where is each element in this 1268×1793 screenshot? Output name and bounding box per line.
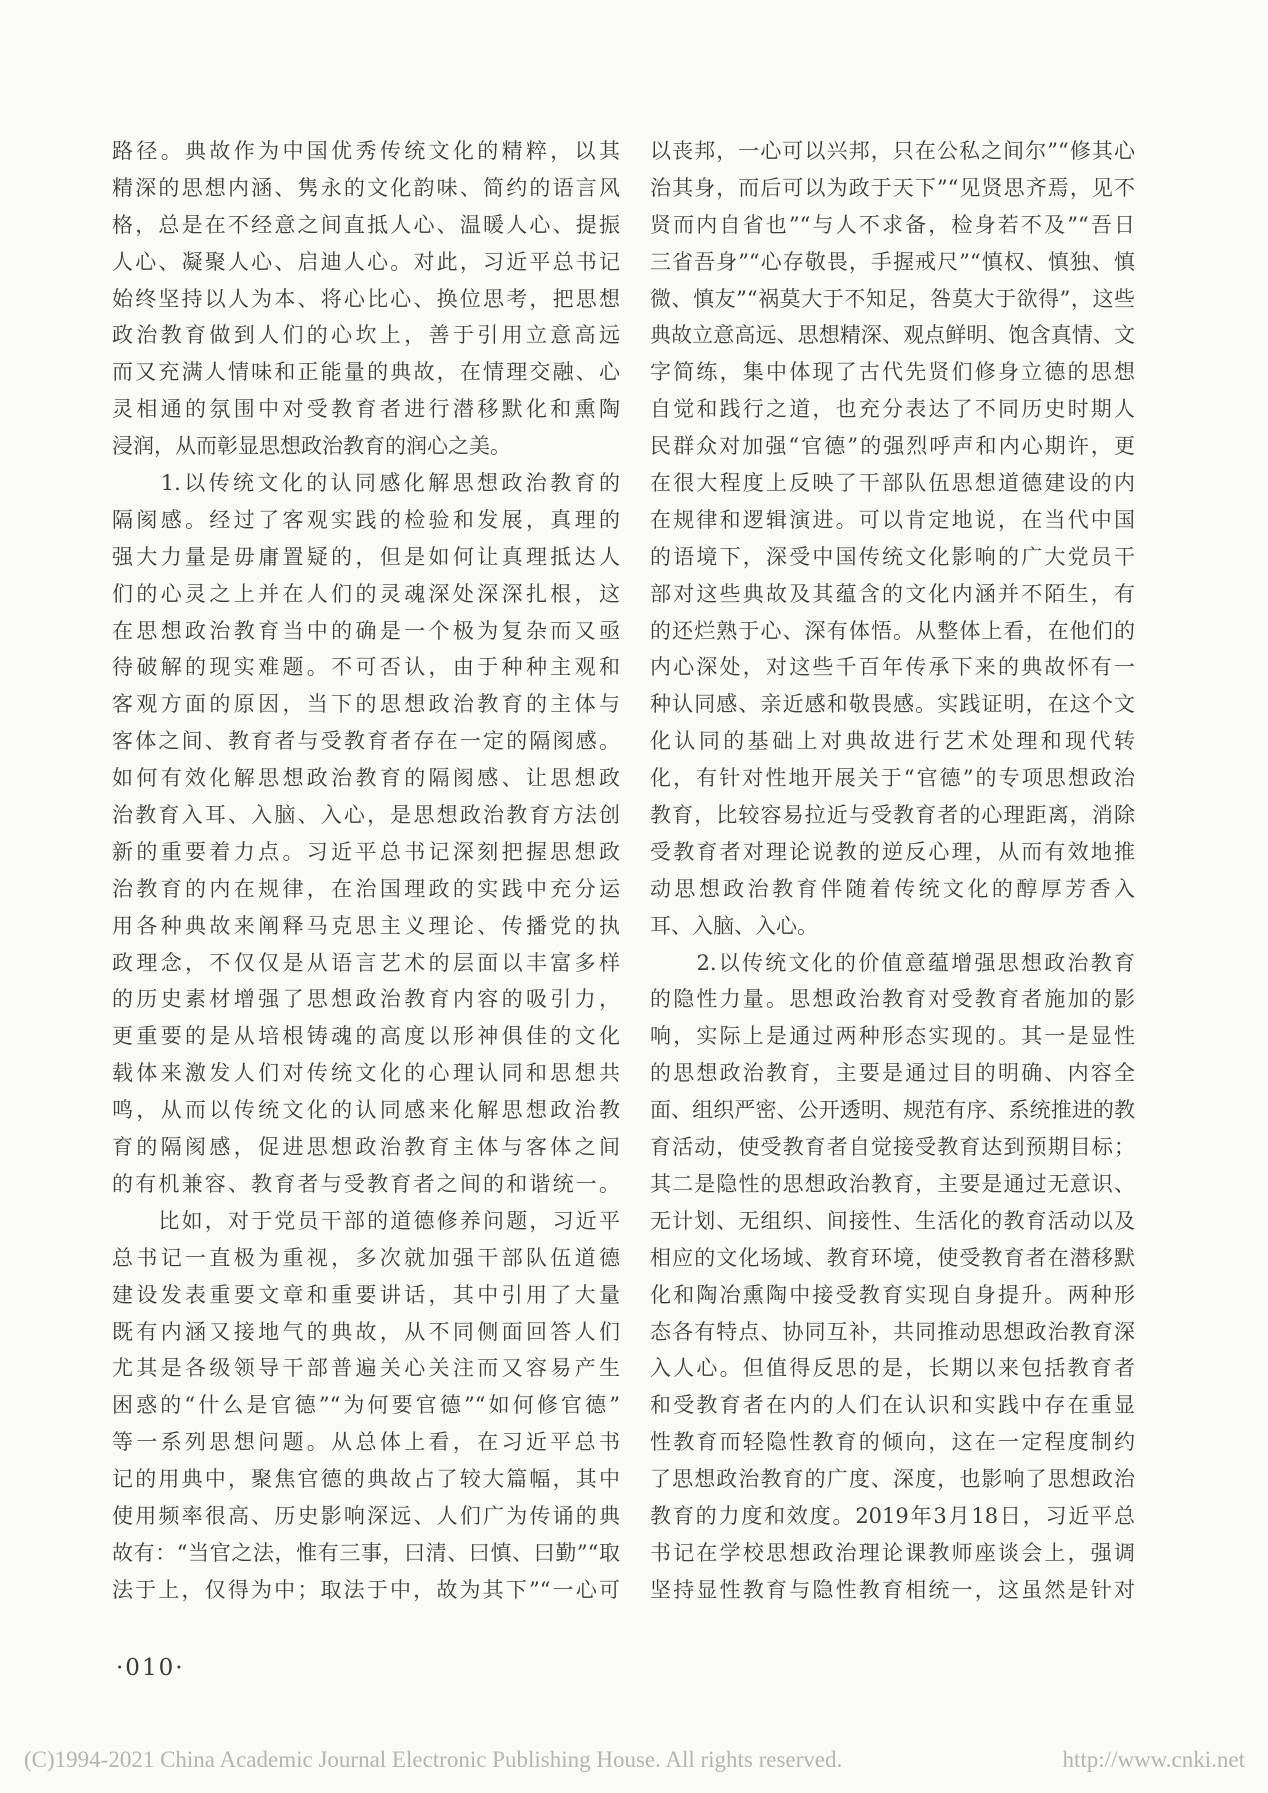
text-line: 微、慎友”“祸莫大于不知足，咎莫大于欲得”，这些 (650, 286, 1135, 311)
text-line: 和受教育者在内的人们在认识和实践中存在重显 (650, 1393, 1135, 1418)
text-line: 无计划、无组织、间接性、生活化的教育活动以及 (650, 1208, 1135, 1233)
text-line: 性教育而轻隐性教育的倾向，这在一定程度制约 (650, 1430, 1135, 1455)
text-line: 的隐性力量。思想政治教育对受教育者施加的影 (650, 987, 1135, 1012)
text-line: 育活动，使受教育者自觉接受教育达到预期目标； (650, 1135, 1135, 1160)
text-line: 化，有针对性地开展关于“官德”的专项思想政治 (650, 766, 1135, 791)
text-line: 化和陶冶熏陶中接受教育实现自身提升。两种形 (650, 1282, 1135, 1307)
text-column-left (112, 133, 620, 1609)
page-number: ·010· (116, 1655, 185, 1681)
text-line: 更重要的是从培根铸魂的高度以形神俱佳的文化 (112, 1024, 620, 1049)
footer-copyright: (C)1994-2021 China Academic Journal Electronic Publishing House. All rights reserved. (24, 1747, 843, 1772)
text-line: 其二是隐性的思想政治教育，主要是通过无意识、 (650, 1171, 1135, 1196)
text-line: 面、组织严密、公开透明、规范有序、系统推进的教 (650, 1098, 1135, 1123)
text-line: 育的隔阂感，促进思想政治教育主体与客体之间 (112, 1135, 620, 1160)
text-line: 尤其是各级领导干部普遍关心关注而又容易产生 (112, 1356, 620, 1381)
text-line: 政理念，不仅仅是从语言艺术的层面以丰富多样 (112, 950, 620, 975)
text-line: 的还烂熟于心、深有体悟。从整体上看，在他们的 (650, 618, 1135, 643)
text-line: 贤而内自省也”“与人不求备，检身若不及”“吾日 (650, 212, 1135, 237)
text-line: 治教育的内在规律，在治国理政的实践中充分运 (112, 876, 620, 901)
text-line: 响，实际上是通过两种形态实现的。其一是显性 (650, 1024, 1135, 1049)
text-line: 记的用典中，聚焦官德的典故占了较大篇幅，其中 (112, 1467, 620, 1492)
text-line: 治教育入耳、入脑、入心，是思想政治教育方法创 (112, 803, 620, 828)
text-line: 政治教育做到人们的心坎上，善于引用立意高远 (112, 323, 620, 348)
text-line: 三省吾身”“心存敬畏，手握戒尺”“慎权、慎独、慎 (650, 249, 1135, 274)
two-column-text-block (112, 133, 1135, 1609)
text-line: 字简练，集中体现了古代先贤们修身立德的思想 (650, 360, 1135, 385)
text-line: 的历史素材增强了思想政治教育内容的吸引力， (112, 987, 620, 1012)
text-line: 教育的力度和效度。2019年3月18日，习近平总 (650, 1503, 1135, 1528)
text-line: 始终坚持以人为本、将心比心、换位思考，把思想 (112, 286, 620, 311)
text-line: 故有：“当官之法，惟有三事，曰清、曰慎、曰勤”“取 (112, 1540, 620, 1565)
text-line: 受教育者对理论说教的逆反心理，从而有效地推 (650, 839, 1135, 864)
text-line: 客体之间、教育者与受教育者存在一定的隔阂感。 (112, 729, 620, 754)
text-line: 入人心。但值得反思的是，长期以来包括教育者 (650, 1356, 1135, 1381)
text-line: 精深的思想内涵、隽永的文化韵味、简约的语言风 (112, 175, 620, 200)
text-line: 坚持显性教育与隐性教育相统一，这虽然是针对 (650, 1577, 1135, 1602)
text-line: 1.以传统文化的认同感化解思想政治教育的 (112, 471, 620, 496)
text-line: 总书记一直极为重视，多次就加强干部队伍道德 (112, 1245, 620, 1270)
footer-bar (24, 1747, 1245, 1773)
text-line: 使用频率很高、历史影响深远、人们广为传诵的典 (112, 1503, 620, 1528)
text-line: 鸣，从而以传统文化的认同感来化解思想政治教 (112, 1098, 620, 1123)
text-line: 待破解的现实难题。不可否认，由于种种主观和 (112, 655, 620, 680)
text-line: 路径。典故作为中国优秀传统文化的精粹，以其 (112, 139, 620, 163)
text-line: 的思想政治教育，主要是通过目的明确、内容全 (650, 1061, 1135, 1086)
text-line: 在很大程度上反映了干部队伍思想道德建设的内 (650, 471, 1135, 496)
text-line: 们的心灵之上并在人们的灵魂深处深深扎根，这 (112, 581, 620, 606)
text-line: 困惑的“什么是官德”“为何要官德”“如何修官德” (112, 1393, 620, 1418)
text-line: 内心深处，对这些千百年传承下来的典故怀有一 (650, 655, 1135, 680)
text-line: 的语境下，深受中国传统文化影响的广大党员干 (650, 544, 1135, 569)
text-line: 法于上，仅得为中；取法于中，故为其下”“一心可 (112, 1577, 620, 1602)
text-line: 态各有特点、协同互补，共同推动思想政治教育深 (650, 1319, 1135, 1344)
text-line: 强大力量是毋庸置疑的，但是如何让真理抵达人 (112, 544, 620, 569)
text-line: 部对这些典故及其蕴含的文化内涵并不陌生，有 (650, 581, 1135, 606)
text-line: 书记在学校思想政治理论课教师座谈会上，强调 (650, 1540, 1135, 1565)
text-line: 相应的文化场域、教育环境，使受教育者在潜移默 (650, 1245, 1135, 1270)
text-line: 载体来激发人们对传统文化的心理认同和思想共 (112, 1061, 620, 1086)
text-line: 客观方面的原因，当下的思想政治教育的主体与 (112, 692, 620, 717)
text-line: 既有内涵又接地气的典故，从不同侧面回答人们 (112, 1319, 620, 1344)
text-line: 建设发表重要文章和重要讲话，其中引用了大量 (112, 1282, 620, 1307)
text-line: 2.以传统文化的价值意蕴增强思想政治教育 (650, 950, 1135, 975)
text-line: 用各种典故来阐释马克思主义理论、传播党的执 (112, 913, 620, 938)
text-line: 民群众对加强“官德”的强烈呼声和内心期许，更 (650, 434, 1135, 459)
text-line: 浸润，从而彰显思想政治教育的润心之美。 (112, 434, 511, 459)
text-line: 而又充满人情味和正能量的典故，在情理交融、心 (112, 360, 620, 385)
text-line: 的有机兼容、教育者与受教育者之间的和谐统一。 (112, 1171, 620, 1196)
text-line: 耳、入脑、入心。 (650, 913, 818, 938)
text-column-right (650, 133, 1135, 1609)
text-line: 教育，比较容易拉近与受教育者的心理距离，消除 (650, 803, 1135, 828)
text-line: 格，总是在不经意之间直抵人心、温暖人心、提振 (112, 212, 620, 237)
text-line: 典故立意高远、思想精深、观点鲜明、饱含真情、文 (650, 323, 1135, 348)
footer-url: http://www.cnki.net (1062, 1747, 1245, 1772)
text-line: 如何有效化解思想政治教育的隔阂感、让思想政 (112, 766, 620, 791)
text-line: 种认同感、亲近感和敬畏感。实践证明，在这个文 (650, 692, 1135, 717)
text-line: 以丧邦，一心可以兴邦，只在公私之间尔”“修其心 (650, 139, 1135, 163)
text-line: 治其身，而后可以为政于天下”“见贤思齐焉，见不 (650, 175, 1135, 200)
text-line: 等一系列思想问题。从总体上看，在习近平总书 (112, 1430, 620, 1455)
text-line: 了思想政治教育的广度、深度，也影响了思想政治 (650, 1467, 1135, 1492)
text-line: 在规律和逻辑演进。可以肯定地说，在当代中国 (650, 507, 1135, 532)
text-line: 隔阂感。经过了客观实践的检验和发展，真理的 (112, 507, 620, 532)
text-line: 灵相通的氛围中对受教育者进行潜移默化和熏陶 (112, 397, 620, 422)
text-line: 比如，对于党员干部的道德修养问题，习近平 (112, 1208, 620, 1233)
text-line: 人心、凝聚人心、启迪人心。对此，习近平总书记 (112, 249, 620, 274)
text-line: 在思想政治教育当中的确是一个极为复杂而又亟 (112, 618, 620, 643)
text-line: 自觉和践行之道，也充分表达了不同历史时期人 (650, 397, 1135, 422)
text-line: 动思想政治教育伴随着传统文化的醇厚芳香入 (650, 876, 1135, 901)
text-line: 新的重要着力点。习近平总书记深刻把握思想政 (112, 839, 620, 864)
text-line: 化认同的基础上对典故进行艺术处理和现代转 (650, 729, 1135, 754)
